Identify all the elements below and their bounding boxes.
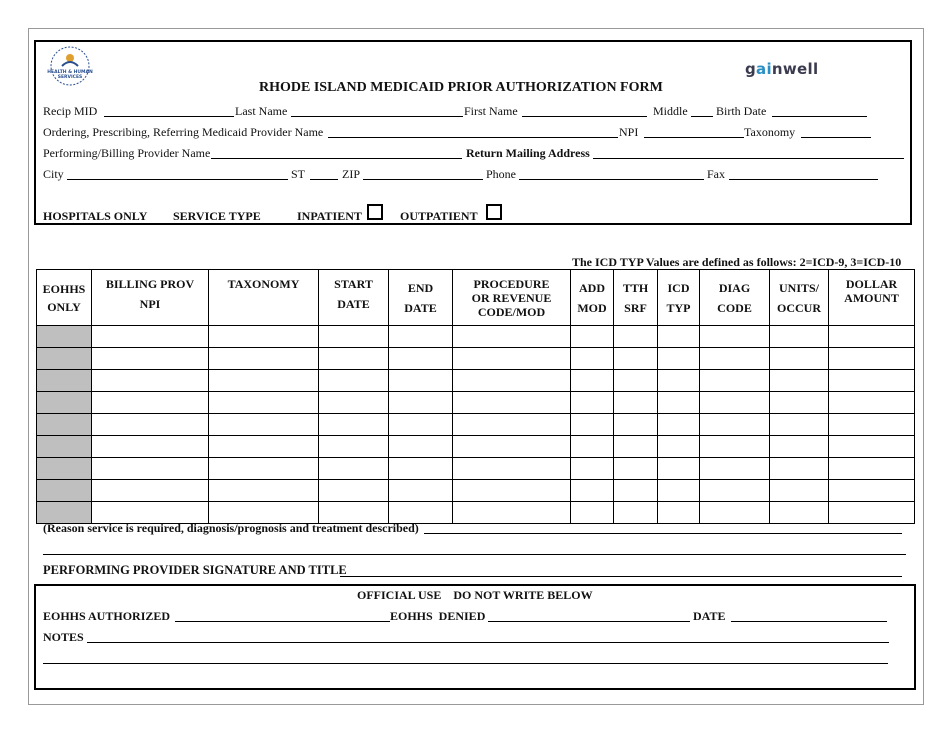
- table-cell[interactable]: [319, 370, 389, 392]
- table-row: [37, 348, 915, 370]
- form-title: RHODE ISLAND MEDICAID PRIOR AUTHORIZATION FORM: [259, 80, 663, 95]
- first-name-field[interactable]: [522, 116, 647, 117]
- eohhs-logo: [44, 44, 96, 90]
- table-cell[interactable]: [614, 326, 658, 348]
- table-cell[interactable]: [389, 436, 453, 458]
- service-type-label: SERVICE TYPE: [173, 209, 261, 223]
- table-cell[interactable]: [700, 480, 770, 502]
- eohhs-only-cell: [37, 480, 92, 502]
- last-name-field[interactable]: [291, 116, 463, 117]
- table-row: [37, 326, 915, 348]
- table-cell[interactable]: [700, 392, 770, 414]
- reason-field-line-2[interactable]: [43, 554, 906, 555]
- reason-label: (Reason service is required, diagnosis/prognosis and treatment described): [43, 521, 419, 535]
- table-cell[interactable]: [829, 392, 915, 414]
- eohhs-only-cell: [37, 414, 92, 436]
- table-cell[interactable]: [209, 436, 319, 458]
- header-icd-typ: ICD TYP: [658, 270, 700, 326]
- zip-field[interactable]: [363, 179, 483, 180]
- table-cell[interactable]: [829, 436, 915, 458]
- table-cell[interactable]: [389, 414, 453, 436]
- table-cell[interactable]: [770, 326, 829, 348]
- eohhs-denied-field[interactable]: [488, 621, 690, 622]
- birth-date-field[interactable]: [772, 116, 867, 117]
- inpatient-label: INPATIENT: [297, 209, 362, 223]
- notes-field-line-2[interactable]: [43, 663, 888, 664]
- recip-mid-label: Recip MID: [43, 104, 98, 118]
- table-cell[interactable]: [319, 392, 389, 414]
- table-cell[interactable]: [571, 348, 614, 370]
- header-billing-prov-npi: BILLING PROV NPI: [92, 270, 209, 326]
- table-cell[interactable]: [453, 458, 571, 480]
- table-cell[interactable]: [319, 348, 389, 370]
- table-cell[interactable]: [389, 348, 453, 370]
- fax-label: Fax: [707, 167, 725, 181]
- table-cell[interactable]: [700, 348, 770, 370]
- table-cell[interactable]: [700, 414, 770, 436]
- first-name-label: First Name: [464, 104, 518, 118]
- gainwell-logo: gainwell: [745, 60, 819, 78]
- table-cell[interactable]: [614, 414, 658, 436]
- phone-label: Phone: [486, 167, 516, 181]
- middle-field[interactable]: [691, 116, 713, 117]
- return-mailing-field[interactable]: [593, 158, 904, 159]
- outpatient-label: OUTPATIENT: [400, 209, 478, 223]
- table-cell[interactable]: [571, 502, 614, 524]
- table-cell[interactable]: [829, 414, 915, 436]
- table-cell[interactable]: [453, 414, 571, 436]
- table-cell[interactable]: [658, 326, 700, 348]
- performing-provider-field[interactable]: [211, 158, 462, 159]
- table-cell[interactable]: [92, 436, 209, 458]
- eohhs-only-cell: [37, 436, 92, 458]
- table-cell[interactable]: [92, 414, 209, 436]
- table-cell[interactable]: [209, 348, 319, 370]
- table-cell[interactable]: [829, 326, 915, 348]
- table-header-row: [37, 270, 915, 326]
- table-cell[interactable]: [453, 392, 571, 414]
- table-cell[interactable]: [700, 370, 770, 392]
- table-cell[interactable]: [92, 326, 209, 348]
- table-cell[interactable]: [770, 436, 829, 458]
- table-cell[interactable]: [700, 326, 770, 348]
- table-cell[interactable]: [319, 458, 389, 480]
- npi-label: NPI: [619, 125, 639, 139]
- table-cell[interactable]: [453, 502, 571, 524]
- table-cell[interactable]: [571, 370, 614, 392]
- signature-label: PERFORMING PROVIDER SIGNATURE AND TITLE: [43, 563, 347, 577]
- table-cell[interactable]: [453, 326, 571, 348]
- eohhs-only-cell: [37, 326, 92, 348]
- table-cell[interactable]: [658, 480, 700, 502]
- header-add-mod: ADD MOD: [571, 270, 614, 326]
- table-cell[interactable]: [319, 436, 389, 458]
- table-cell[interactable]: [571, 392, 614, 414]
- table-cell[interactable]: [389, 480, 453, 502]
- st-label: ST: [291, 167, 306, 181]
- table-cell[interactable]: [571, 458, 614, 480]
- table-cell[interactable]: [389, 458, 453, 480]
- table-cell[interactable]: [453, 370, 571, 392]
- table-cell[interactable]: [658, 502, 700, 524]
- table-row: [37, 414, 915, 436]
- table-cell[interactable]: [319, 326, 389, 348]
- table-cell[interactable]: [658, 348, 700, 370]
- table-cell[interactable]: [571, 414, 614, 436]
- table-cell[interactable]: [614, 480, 658, 502]
- recip-mid-field[interactable]: [104, 116, 234, 117]
- table-cell[interactable]: [614, 502, 658, 524]
- st-field[interactable]: [310, 179, 338, 180]
- eohhs-authorized-label: EOHHS AUTHORIZED: [43, 609, 171, 623]
- reason-field[interactable]: [424, 533, 902, 534]
- table-cell[interactable]: [453, 436, 571, 458]
- table-cell[interactable]: [209, 370, 319, 392]
- table-cell[interactable]: [209, 414, 319, 436]
- header-units-occur: UNITS/ OCCUR: [770, 270, 829, 326]
- table-cell[interactable]: [614, 392, 658, 414]
- eohhs-authorized-field[interactable]: [175, 621, 390, 622]
- eohhs-only-cell: [37, 370, 92, 392]
- header-procedure: PROCEDURE OR REVENUE CODE/MOD: [453, 270, 571, 326]
- city-field[interactable]: [67, 179, 288, 180]
- table-cell[interactable]: [614, 348, 658, 370]
- table-row: [37, 370, 915, 392]
- table-cell[interactable]: [389, 392, 453, 414]
- eohhs-only-cell: [37, 348, 92, 370]
- header-eohhs-only: EOHHS ONLY: [37, 270, 92, 326]
- header-start-date: START DATE: [319, 270, 389, 326]
- table-cell[interactable]: [209, 392, 319, 414]
- table-cell[interactable]: [209, 326, 319, 348]
- table-cell[interactable]: [453, 480, 571, 502]
- header-taxonomy: TAXONOMY: [209, 270, 319, 326]
- icd-note: The ICD TYP Values are defined as follows: 2=ICD-9, 3=ICD-10: [572, 255, 902, 269]
- eohhs-logo-text: HEALTH & HUMAN SERVICES: [47, 70, 93, 80]
- table-cell[interactable]: [571, 326, 614, 348]
- eohhs-denied-label: EOHHS DENIED: [390, 609, 486, 623]
- table-cell[interactable]: [209, 458, 319, 480]
- eohhs-only-cell: [37, 392, 92, 414]
- date-label: DATE: [693, 609, 726, 623]
- table-cell[interactable]: [829, 370, 915, 392]
- table-cell[interactable]: [658, 436, 700, 458]
- table-cell[interactable]: [700, 436, 770, 458]
- notes-label: NOTES: [43, 630, 84, 644]
- table-cell[interactable]: [614, 458, 658, 480]
- table-cell[interactable]: [829, 348, 915, 370]
- table-cell[interactable]: [829, 458, 915, 480]
- middle-label: Middle: [653, 104, 688, 118]
- taxonomy-field[interactable]: [801, 137, 871, 138]
- signature-field[interactable]: [340, 576, 902, 577]
- table-cell[interactable]: [571, 480, 614, 502]
- table-cell[interactable]: [700, 502, 770, 524]
- table-cell[interactable]: [92, 480, 209, 502]
- table-row: [37, 480, 915, 502]
- table-cell[interactable]: [658, 370, 700, 392]
- inpatient-checkbox[interactable]: [367, 204, 383, 220]
- ordering-provider-label: Ordering, Prescribing, Referring Medicaid Provider Name: [43, 125, 324, 139]
- zip-label: ZIP: [342, 167, 360, 181]
- service-lines-table: [36, 269, 915, 524]
- table-cell[interactable]: [614, 370, 658, 392]
- table-row: [37, 458, 915, 480]
- table-row: [37, 392, 915, 414]
- eohhs-only-cell: [37, 458, 92, 480]
- table-cell[interactable]: [770, 370, 829, 392]
- table-cell[interactable]: [770, 348, 829, 370]
- table-cell[interactable]: [658, 458, 700, 480]
- last-name-label: Last Name: [235, 104, 288, 118]
- table-cell[interactable]: [770, 480, 829, 502]
- table-row: [37, 436, 915, 458]
- table-cell[interactable]: [658, 392, 700, 414]
- table-cell[interactable]: [319, 480, 389, 502]
- table-cell[interactable]: [453, 348, 571, 370]
- header-end-date: END DATE: [389, 270, 453, 326]
- performing-provider-label: Performing/Billing Provider Name: [43, 146, 211, 160]
- table-cell[interactable]: [209, 480, 319, 502]
- table-cell[interactable]: [571, 436, 614, 458]
- table-cell[interactable]: [614, 436, 658, 458]
- ordering-provider-field[interactable]: [328, 137, 618, 138]
- return-mailing-label: Return Mailing Address: [466, 146, 590, 160]
- notes-field[interactable]: [87, 642, 889, 643]
- table-cell[interactable]: [389, 370, 453, 392]
- official-use-heading: OFFICIAL USE DO NOT WRITE BELOW: [357, 588, 593, 602]
- npi-field[interactable]: [644, 137, 744, 138]
- table-cell[interactable]: [92, 392, 209, 414]
- table-cell[interactable]: [700, 458, 770, 480]
- header-dollar-amount: DOLLAR AMOUNT: [829, 270, 915, 326]
- fax-field[interactable]: [729, 179, 878, 180]
- table-cell[interactable]: [319, 414, 389, 436]
- table-cell[interactable]: [770, 414, 829, 436]
- hospitals-only-label: HOSPITALS ONLY: [43, 209, 148, 223]
- table-cell[interactable]: [92, 458, 209, 480]
- phone-field[interactable]: [519, 179, 704, 180]
- header-tth-srf: TTH SRF: [614, 270, 658, 326]
- outpatient-checkbox[interactable]: [486, 204, 502, 220]
- birth-date-label: Birth Date: [716, 104, 767, 118]
- table-cell[interactable]: [389, 326, 453, 348]
- table-cell[interactable]: [829, 480, 915, 502]
- header-diag-code: DIAG CODE: [700, 270, 770, 326]
- table-cell[interactable]: [92, 348, 209, 370]
- table-cell[interactable]: [770, 502, 829, 524]
- table-cell[interactable]: [770, 392, 829, 414]
- table-cell[interactable]: [770, 458, 829, 480]
- table-cell[interactable]: [658, 414, 700, 436]
- table-cell[interactable]: [92, 370, 209, 392]
- date-field[interactable]: [731, 621, 887, 622]
- city-label: City: [43, 167, 64, 181]
- table-cell[interactable]: [829, 502, 915, 524]
- taxonomy-label: Taxonomy: [744, 125, 796, 139]
